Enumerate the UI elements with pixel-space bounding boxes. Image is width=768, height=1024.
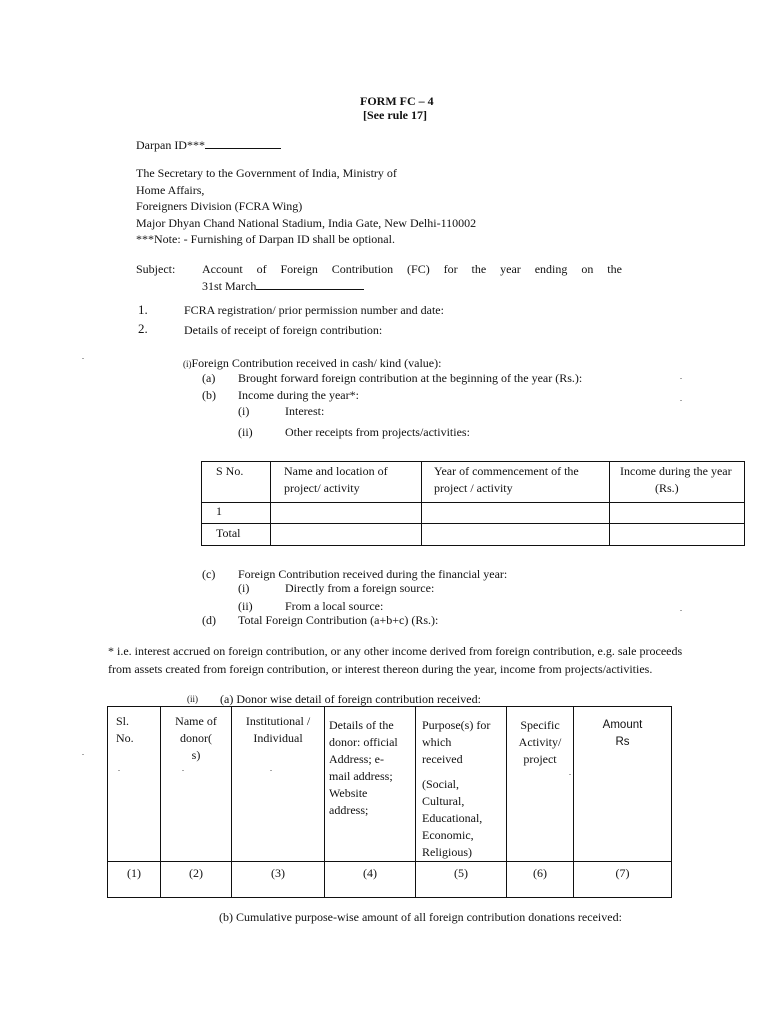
sub-label: (ii) bbox=[238, 599, 253, 613]
sub-text: Total Foreign Contribution (a+b+c) (Rs.): bbox=[238, 613, 439, 627]
table-cell: (1) bbox=[108, 862, 161, 898]
subject-word: Foreign bbox=[280, 262, 318, 276]
subject-word: the bbox=[471, 262, 487, 276]
address-line: Home Affairs, bbox=[136, 182, 205, 197]
form-title: FORM FC – 4 bbox=[360, 94, 434, 108]
subject-word: year bbox=[500, 262, 521, 276]
table-header: Year of commencement of the project / activity bbox=[422, 462, 610, 503]
subject-line2 bbox=[202, 279, 364, 294]
table-cell bbox=[271, 524, 422, 546]
sub-label: (b) bbox=[202, 388, 216, 402]
item-number: 2. bbox=[138, 321, 148, 336]
table-header: S No. bbox=[202, 462, 271, 503]
section-i-text: Foreign Contribution received in cash/ kind (value): bbox=[191, 356, 442, 370]
subject-word: on bbox=[581, 262, 594, 276]
subject-word: ending bbox=[534, 262, 568, 276]
sub-label: (i) bbox=[238, 581, 250, 595]
table-header: Name and location of project/ activity bbox=[271, 462, 422, 503]
table-cell: 1 bbox=[202, 503, 271, 524]
sub-text: Interest: bbox=[285, 404, 325, 418]
sub-label: (i) bbox=[238, 404, 250, 418]
table-header: Specific Activity/ project bbox=[507, 707, 574, 862]
sub-text: Directly from a foreign source: bbox=[285, 581, 435, 595]
scan-dot: . bbox=[270, 764, 272, 773]
address-line: Foreigners Division (FCRA Wing) bbox=[136, 199, 303, 213]
subject-word: Contribution bbox=[331, 262, 394, 276]
subject-word: (FC) bbox=[407, 262, 430, 276]
section-b-text: (b) Cumulative purpose-wise amount of all foreign contribution donations received: bbox=[219, 910, 622, 924]
sub-label: (d) bbox=[202, 613, 216, 627]
scan-dot: . bbox=[82, 748, 84, 757]
table-header: Sl. No. bbox=[108, 707, 161, 862]
darpan-id-blank bbox=[205, 138, 281, 149]
scan-dot: . bbox=[118, 764, 120, 773]
address-line: The Secretary to the Government of India, Ministry of bbox=[136, 166, 397, 180]
table-cell: (6) bbox=[507, 862, 574, 898]
table-header: Details of the donor: official Address; e- mail address; Website address; bbox=[325, 707, 416, 862]
table-row bbox=[202, 503, 745, 524]
table-cell: (2) bbox=[161, 862, 232, 898]
table-header: Purpose(s) for which received (Social, Cultural, Educational, Economic, Religious) bbox=[416, 707, 507, 862]
address-line: ***Note: - Furnishing of Darpan ID shall be optional. bbox=[136, 232, 395, 246]
subject-date-blank bbox=[256, 279, 364, 290]
subject-word: for bbox=[443, 262, 458, 276]
scan-dot: . bbox=[680, 394, 682, 403]
darpan-id-label: Darpan ID*** bbox=[136, 138, 205, 152]
sub-text: Other receipts from projects/activities: bbox=[285, 425, 470, 439]
section-ii-marker: (ii) bbox=[187, 694, 198, 704]
sub-text: Brought forward foreign contribution at the beginning of the year (Rs.): bbox=[238, 371, 583, 385]
address-line: Major Dhyan Chand National Stadium, India Gate, New Delhi-110002 bbox=[136, 215, 477, 230]
table-cell bbox=[610, 524, 745, 546]
section-i bbox=[183, 356, 441, 371]
table-cell: (7) bbox=[574, 862, 672, 898]
project-income-table bbox=[201, 461, 745, 546]
sub-text: Income during the year*: bbox=[238, 388, 359, 402]
table-cell: Total bbox=[202, 524, 271, 546]
table-row bbox=[108, 862, 672, 898]
table-cell bbox=[422, 524, 610, 546]
subject-date-label: 31st March bbox=[202, 279, 257, 293]
footnote-line: from assets created from foreign contribution, or interest thereon during the year, income from projects/activities. bbox=[108, 662, 653, 676]
scan-dot: . bbox=[182, 764, 184, 773]
table-header: Institutional / Individual bbox=[232, 707, 325, 862]
table-header: Name of donor( s) bbox=[161, 707, 232, 862]
footnote-line: * i.e. interest accrued on foreign contribution, or any other income derived from foreign contribution, e.g. sale proceeds bbox=[108, 644, 683, 658]
table-cell bbox=[422, 503, 610, 524]
table-cell bbox=[610, 503, 745, 524]
scan-dot: . bbox=[680, 372, 682, 381]
table-header: Amount Rs bbox=[574, 707, 672, 862]
donor-detail-table bbox=[107, 706, 672, 898]
subject-word: the bbox=[607, 262, 622, 276]
item-number: 1. bbox=[138, 302, 148, 317]
scan-dot: . bbox=[569, 768, 571, 777]
table-cell bbox=[271, 503, 422, 524]
table-cell: (4) bbox=[325, 862, 416, 898]
form-rule: [See rule 17] bbox=[363, 108, 427, 122]
table-row bbox=[202, 524, 745, 546]
darpan-id bbox=[136, 138, 281, 153]
sub-label: (a) bbox=[202, 371, 216, 385]
item-text: FCRA registration/ prior permission number and date: bbox=[184, 303, 444, 317]
section-i-marker: (i) bbox=[183, 359, 192, 369]
address-block bbox=[136, 165, 476, 248]
subject-word: Account bbox=[202, 262, 243, 276]
sub-label: (ii) bbox=[238, 425, 253, 439]
sub-text: From a local source: bbox=[285, 599, 384, 613]
subject-word: of bbox=[256, 262, 267, 276]
scan-dot: . bbox=[680, 604, 682, 613]
section-ii-text: (a) Donor wise detail of foreign contribution received: bbox=[220, 692, 481, 706]
subject-text bbox=[202, 262, 622, 277]
sub-label: (c) bbox=[202, 567, 216, 581]
table-header: Income during the year (Rs.) bbox=[610, 462, 745, 503]
item-text: Details of receipt of foreign contribution: bbox=[184, 323, 383, 337]
table-cell: (3) bbox=[232, 862, 325, 898]
scan-dot: . bbox=[82, 352, 84, 361]
table-cell: (5) bbox=[416, 862, 507, 898]
sub-text: Foreign Contribution received during the financial year: bbox=[238, 567, 508, 581]
subject-label: Subject: bbox=[136, 262, 176, 276]
